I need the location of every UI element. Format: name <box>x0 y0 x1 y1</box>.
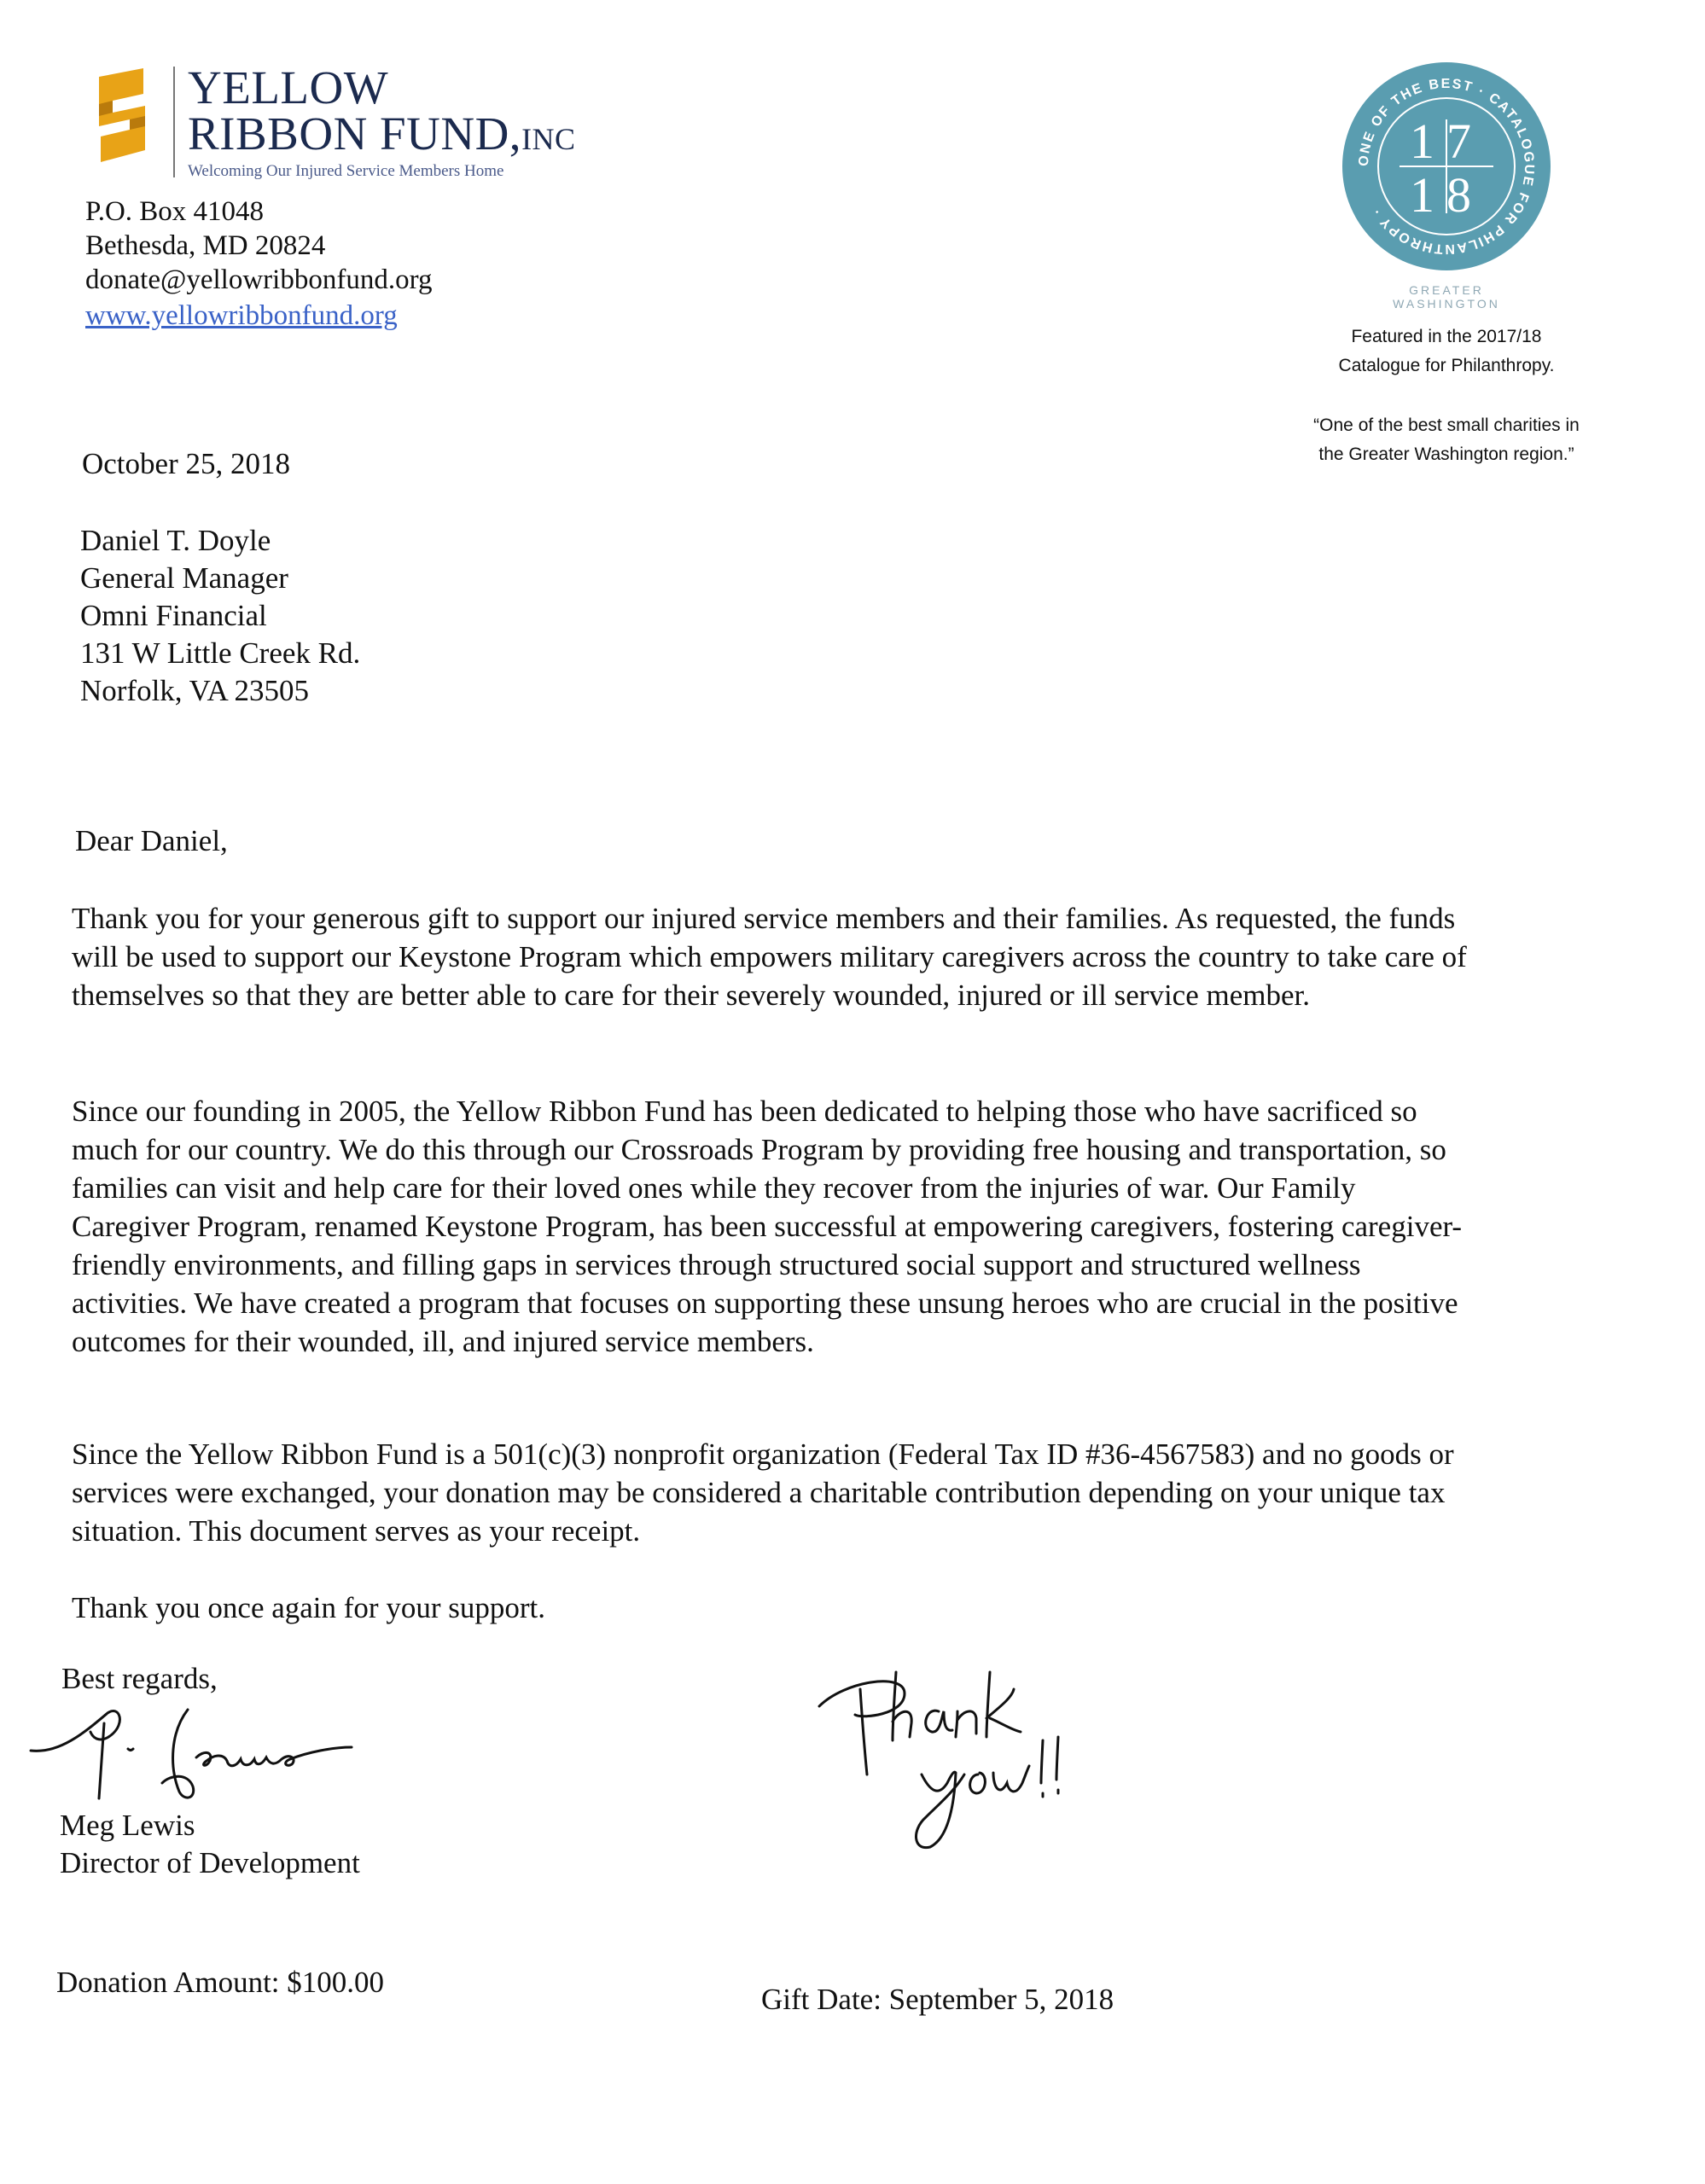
recipient-line: Daniel T. Doyle <box>80 524 271 557</box>
donation-amount: Donation Amount: $100.00 <box>56 1966 385 1999</box>
address-line: Bethesda, MD 20824 <box>85 230 326 261</box>
featured-quote <box>1254 411 1638 469</box>
org-suffix: INC <box>521 122 576 156</box>
paragraph: Since the Yellow Ribbon Fund is a 501(c)(3) nonprofit organization (Federal Tax ID #36-4567583) and no goods or services were exchanged, your donation may be considered a charitable contribution depending on your unique tax situation. This document serves as your receipt. <box>72 1438 1454 1548</box>
signer-block <box>60 1807 360 1882</box>
ribbon-logo-icon <box>92 68 157 171</box>
paragraph: Thank you once again for your support. <box>72 1591 545 1624</box>
quote-line: the Greater Washington region.” <box>1318 444 1574 464</box>
address-line: P.O. Box 41048 <box>85 196 265 227</box>
org-tagline: Welcoming Our Injured Service Members Home <box>188 162 504 180</box>
quote-line: “One of the best small charities in <box>1313 415 1580 435</box>
recipient-block <box>80 522 360 710</box>
signature-text: M. Lewis <box>26 1698 29 1699</box>
email-address: donate@yellowribbonfund.org <box>85 264 433 295</box>
signer-name: Meg Lewis <box>60 1809 195 1842</box>
org-name-line1: YELLOW <box>188 61 389 113</box>
paragraph: Since our founding in 2005, the Yellow Ribbon Fund has been dedicated to helping those who have sacrificed so much for our country. We do this through our Crossroads Program by providing free housing and transportation, so families can visit and help care for their loved ones while they recover from the injuries of war. Our Family Caregiver Program, renamed Keystone Program, has been successful at empowering caregivers, fostering caregiver-friendly environments, and filling gaps in services through structured social support and structured wellness activities. We have created a program that focuses on supporting these unsung heroes who are crucial in the positive outcomes for their wounded, ill, and injured service members. <box>72 1095 1463 1358</box>
recipient-line: 131 W Little Creek Rd. <box>80 636 361 670</box>
handwritten-thank-you-icon <box>811 1655 1101 1860</box>
salutation: Dear Daniel, <box>75 824 228 857</box>
website-link[interactable]: www.yellowribbonfund.org <box>85 300 398 331</box>
closing: Best regards, <box>61 1662 218 1695</box>
signer-title: Director of Development <box>60 1846 360 1879</box>
logo-divider <box>173 67 175 177</box>
featured-note <box>1254 322 1638 380</box>
recipient-line: General Manager <box>80 561 288 595</box>
paragraph: Thank you for your generous gift to support our injured service members and their families. As requested, the funds will be used to support our Keystone Program which empowers military caregivers across the country to take care of themselves so that they are better able to care for their severely wounded, injured or ill service member. <box>72 902 1467 1012</box>
seal-year-bottom: 18 <box>1410 167 1483 223</box>
featured-line: Catalogue for Philanthropy. <box>1338 356 1555 375</box>
org-name-line2: RIBBON FUND, <box>188 107 522 160</box>
featured-line: Featured in the 2017/18 <box>1351 327 1542 346</box>
recipient-line: Omni Financial <box>80 599 267 632</box>
seal-ring-text: ONE OF THE BEST · CATALOGUE FOR PHILANTHROPY · <box>1356 76 1537 257</box>
gift-date: Gift Date: September 5, 2018 <box>761 1983 1114 2016</box>
seal-year-top: 17 <box>1410 113 1483 169</box>
letter-date: October 25, 2018 <box>82 447 290 480</box>
recipient-line: Norfolk, VA 23505 <box>80 674 310 707</box>
handwritten-note-text: Thank You!! <box>811 1655 816 1656</box>
org-name <box>188 61 576 162</box>
catalogue-seal-icon <box>1340 60 1553 273</box>
seal-region: GREATER WASHINGTON <box>1393 283 1500 311</box>
